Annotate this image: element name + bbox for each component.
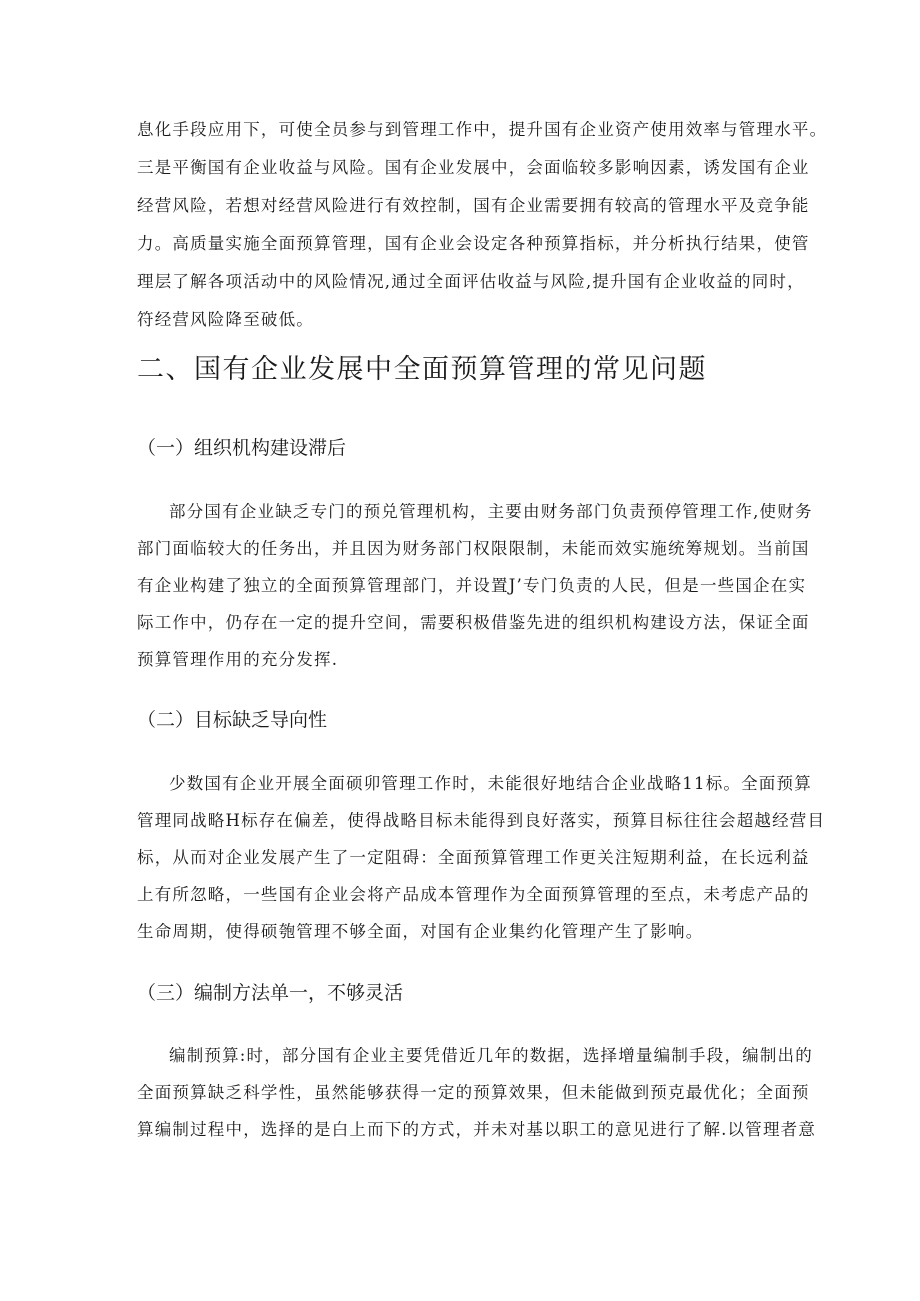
body-text-line: 部分国有企业缺乏专门的预兑管理机构，主要由财务部门负责预停管理工作,使财务 xyxy=(169,502,813,521)
body-text-line: 力。高质量实施全面预算管理，国有企业会设定各种预算指标，并分析执行结果，使管 xyxy=(137,234,810,253)
body-text-line: 编制预算:时，部分国有企业主要凭借近几年的数据，选择增量编制手段，编制出的 xyxy=(169,1046,813,1065)
subsection-heading-3: （三）编制方法单一，不够灵活 xyxy=(137,982,404,1004)
body-text-line: 全面预算缺乏科学性，虽然能够获得一定的预算效果，但未能做到预克最优化；全面预 xyxy=(137,1083,810,1102)
body-text-line: 符经营风险降至破低。 xyxy=(137,310,314,329)
section-heading: 二、国有企业发展中全面预算管理的常见问题 xyxy=(137,354,707,385)
body-text-line: 经营风险，若想对经营风险进行有效控制，国有企业需要拥有较高的管理水平及竞争能 xyxy=(137,196,810,215)
body-text-line: 有企业构建了独立的全面预算管理部门，并设置J’专门负责的人民，但是一些国企在实 xyxy=(137,576,807,595)
body-text-line: 上有所忽略，一些国有企业会将产品成本管理作为全面预算管理的至点，未考虑产品的 xyxy=(137,885,810,904)
body-text-line: 际工作中，仍存在一定的提升空间，需要积极借鉴先进的组织机构建设方法，保证全面 xyxy=(137,613,810,632)
body-text-line: 预算管理作用的充分发挥. xyxy=(137,650,339,669)
body-text-line: 理层了解各项活动中的风险情况,通过全面评估收益与风险,提升国有企业收益的同时， xyxy=(137,272,805,291)
body-text-line: 管理同战略H标存在偏差，使得战略目标未能得到良好落实，预算目标往往会超越经营目 xyxy=(137,811,826,830)
body-text-line: 部门面临较大的任务出，并且因为财务部门权限限制，未能而效实施统筹规划。当前国 xyxy=(137,539,810,558)
subsection-heading-2: （二）目标缺乏导向性 xyxy=(137,709,328,731)
body-text-line: 算编制过程中，选择的是白上而下的方式，并未对基以职工的意见进行了解.以管理者意 xyxy=(137,1120,817,1139)
subsection-heading-1: （一）组织机构建设滞后 xyxy=(137,437,347,459)
body-text-line: 三是平衡国有企业收益与风险。国有企业发展中，会面临较多影响因素，诱发国有企业 xyxy=(137,158,810,177)
body-text-line: 生命周期，使得硕匏管理不够全面，对国有企业集约化管理产生了影响。 xyxy=(137,922,704,941)
body-text-line: 息化手段应用下，可使全员参与到管理工作中，提升国有企业资产使用效率与管理水平。 xyxy=(137,120,828,139)
body-text-line: 标，从而对企业发展产生了一定阻碍：全面预算管理工作更关注短期利益，在长远利益 xyxy=(137,848,810,867)
body-text-line: 少数国有企业开展全面硕卯管理工作时，未能很好地结合企业战略11标。全面预算 xyxy=(169,774,812,793)
